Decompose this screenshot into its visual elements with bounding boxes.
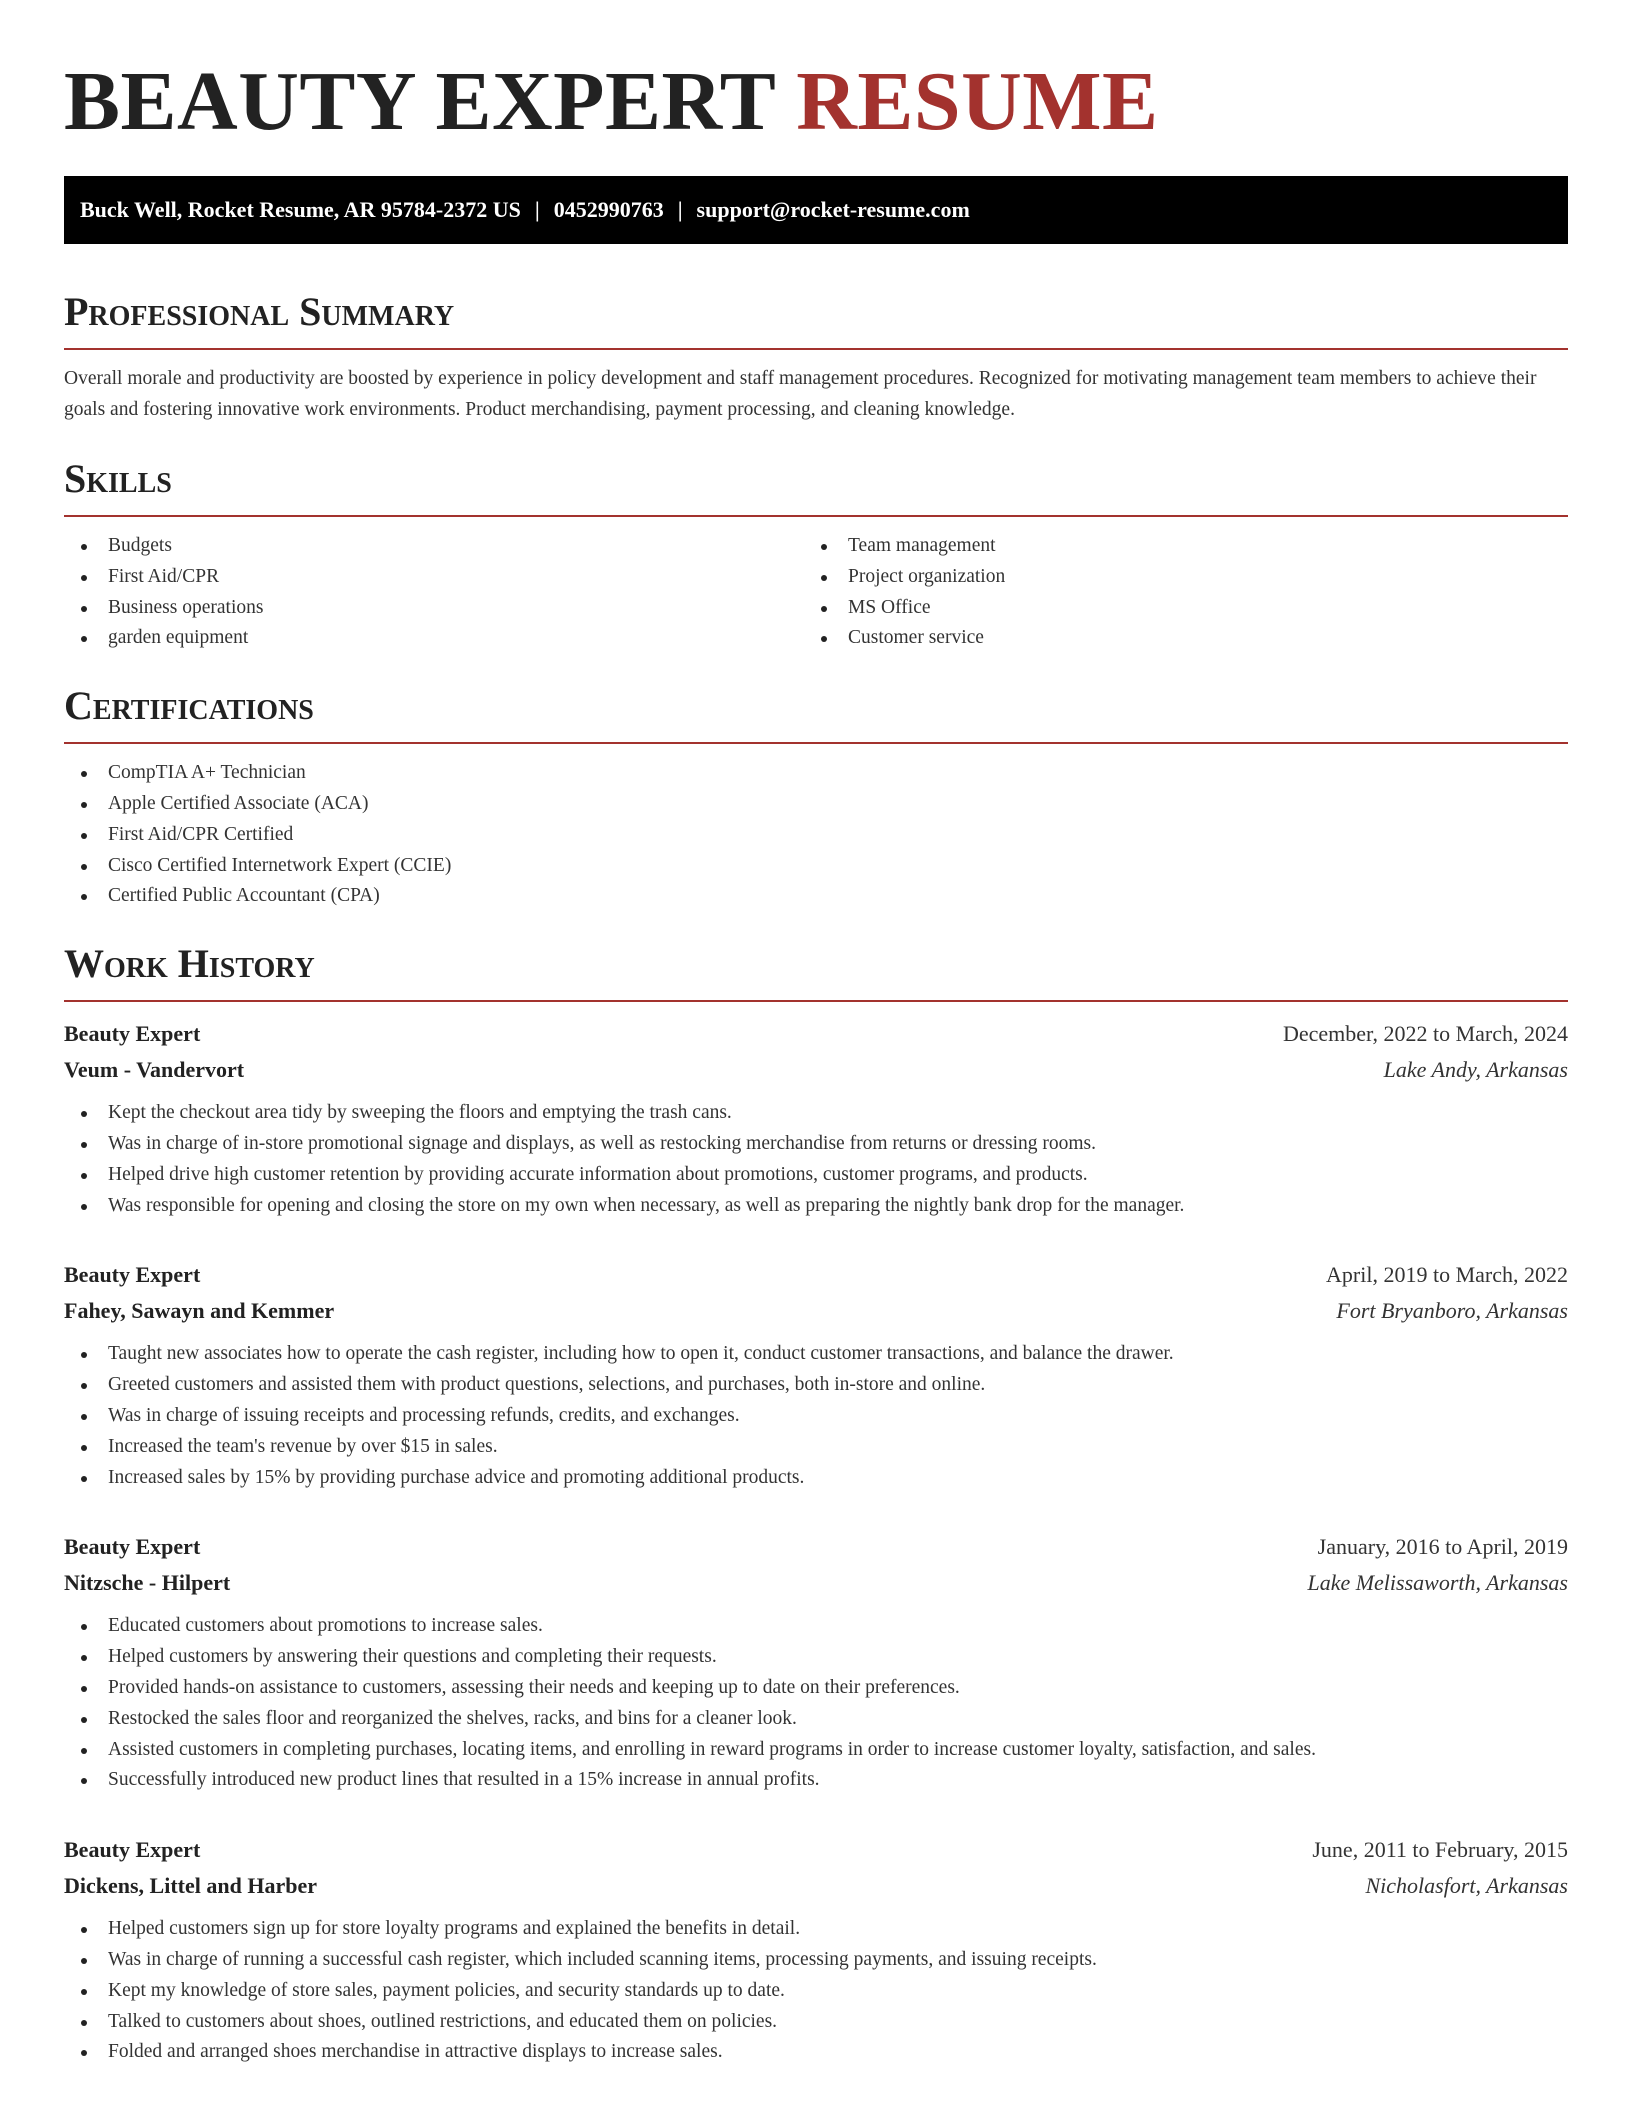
job-location: Fort Bryanboro, Arkansas	[1336, 1298, 1568, 1324]
job-duty-item: Was in charge of issuing receipts and processing refunds, credits, and exchanges.	[64, 1401, 1568, 1432]
skill-item: Team management	[804, 531, 1544, 562]
certification-item: Apple Certified Associate (ACA)	[64, 789, 1568, 820]
job-duty-item: Assisted customers in completing purchases, locating items, and enrolling in reward programs in order to increase customer loyalty, satisfaction, and sales.	[64, 1735, 1568, 1766]
contact-bar	[64, 176, 1568, 244]
contact-separator: |	[677, 197, 683, 222]
job-duty-item: Successfully introduced new product lines that resulted in a 15% increase in annual profits.	[64, 1765, 1568, 1796]
job-location: Lake Melissaworth, Arkansas	[1307, 1570, 1568, 1596]
work-history-heading: Work History	[64, 940, 1568, 1002]
title-main: BEAUTY EXPERT	[64, 55, 775, 148]
job-duty-item: Talked to customers about shoes, outlined restrictions, and educated them on policies.	[64, 2007, 1568, 2038]
skill-item: Customer service	[804, 623, 1544, 654]
job-title: Beauty Expert	[64, 1262, 201, 1288]
job-location: Lake Andy, Arkansas	[1383, 1057, 1568, 1083]
job-company: Veum - Vandervort	[64, 1057, 245, 1083]
job-duties-list	[64, 1339, 1568, 1493]
job-duties-list	[64, 1914, 1568, 2068]
job-company-row	[64, 1052, 1568, 1088]
skill-item: MS Office	[804, 593, 1544, 624]
certification-item: CompTIA A+ Technician	[64, 758, 1568, 789]
skills-list-left	[64, 531, 804, 654]
summary-text: Overall morale and productivity are boosted by experience in policy development and staff management procedures. Recognized for motivating management team members to achieve their goals and fostering innovative work environments. Product merchandising, payment processing, and cleaning knowledge.	[64, 368, 1537, 420]
job-duty-item: Educated customers about promotions to increase sales.	[64, 1611, 1568, 1642]
job-location: Nicholasfort, Arkansas	[1365, 1873, 1568, 1899]
job-dates: January, 2016 to April, 2019	[1317, 1534, 1568, 1560]
job-duty-item: Helped customers sign up for store loyalty programs and explained the benefits in detail.	[64, 1914, 1568, 1945]
job-duty-item: Folded and arranged shoes merchandise in attractive displays to increase sales.	[64, 2037, 1568, 2068]
skills-column-left	[64, 531, 804, 654]
job-duty-item: Helped customers by answering their questions and completing their requests.	[64, 1642, 1568, 1673]
certification-item: Certified Public Accountant (CPA)	[64, 881, 1568, 912]
job-title: Beauty Expert	[64, 1021, 201, 1047]
certification-item: Cisco Certified Internetwork Expert (CCIE)	[64, 851, 1568, 882]
job-header-row	[64, 1832, 1568, 1868]
job-company-row	[64, 1565, 1568, 1601]
contact-phone: 0452990763	[553, 197, 664, 222]
job-entry	[64, 1832, 1568, 2068]
job-duties-list	[64, 1611, 1568, 1796]
job-entry	[64, 1257, 1568, 1493]
skill-item: First Aid/CPR	[64, 562, 804, 593]
job-duty-item: Increased sales by 15% by providing purchase advice and promoting additional products.	[64, 1463, 1568, 1494]
job-dates: June, 2011 to February, 2015	[1312, 1837, 1568, 1863]
job-duties-list	[64, 1098, 1568, 1221]
summary-heading: Professional Summary	[64, 288, 1568, 350]
resume-title	[64, 0, 1568, 146]
job-company: Nitzsche - Hilpert	[64, 1570, 231, 1596]
skill-item: Business operations	[64, 593, 804, 624]
job-duty-item: Was responsible for opening and closing the store on my own when necessary, as well as preparing the nightly bank drop for the manager.	[64, 1191, 1568, 1222]
job-company-row	[64, 1293, 1568, 1329]
skill-item: Budgets	[64, 531, 804, 562]
job-entry	[64, 1529, 1568, 1796]
skills-heading: Skills	[64, 455, 1568, 517]
job-duty-item: Increased the team's revenue by over $15 in sales.	[64, 1432, 1568, 1463]
job-header-row	[64, 1529, 1568, 1565]
certifications-list	[64, 758, 1568, 912]
resume-content	[64, 0, 1568, 2068]
job-title: Beauty Expert	[64, 1837, 201, 1863]
job-duty-item: Provided hands-on assistance to customers, assessing their needs and keeping up to date on their preferences.	[64, 1673, 1568, 1704]
certification-item: First Aid/CPR Certified	[64, 820, 1568, 851]
skills-column-right	[804, 531, 1544, 654]
certifications-heading: Certifications	[64, 682, 1568, 744]
skills-list-right	[804, 531, 1544, 654]
job-company: Dickens, Littel and Harber	[64, 1873, 317, 1899]
job-duty-item: Greeted customers and assisted them with product questions, selections, and purchases, both in-store and online.	[64, 1370, 1568, 1401]
skills-grid	[64, 531, 1568, 654]
job-duty-item: Kept my knowledge of store sales, payment policies, and security standards up to date.	[64, 1976, 1568, 2007]
job-duty-item: Was in charge of in-store promotional signage and displays, as well as restocking merchandise from returns or dressing rooms.	[64, 1129, 1568, 1160]
job-company: Fahey, Sawayn and Kemmer	[64, 1298, 335, 1324]
job-header-row	[64, 1016, 1568, 1052]
skill-item: garden equipment	[64, 623, 804, 654]
job-company-row	[64, 1868, 1568, 1904]
skill-item: Project organization	[804, 562, 1544, 593]
job-duty-item: Was in charge of running a successful cash register, which included scanning items, processing payments, and issuing receipts.	[64, 1945, 1568, 1976]
job-duty-item: Kept the checkout area tidy by sweeping the floors and emptying the trash cans.	[64, 1098, 1568, 1129]
job-duty-item: Taught new associates how to operate the cash register, including how to open it, conduct customer transactions, and balance the drawer.	[64, 1339, 1568, 1370]
contact-address: Buck Well, Rocket Resume, AR 95784-2372 US	[80, 197, 521, 222]
title-accent: RESUME	[796, 55, 1159, 148]
contact-separator: |	[534, 197, 540, 222]
contact-email: support@rocket-resume.com	[696, 197, 970, 222]
job-dates: April, 2019 to March, 2022	[1326, 1262, 1568, 1288]
job-title: Beauty Expert	[64, 1534, 201, 1560]
job-header-row	[64, 1257, 1568, 1293]
job-entry	[64, 1016, 1568, 1221]
job-dates: December, 2022 to March, 2024	[1282, 1021, 1568, 1047]
job-duty-item: Restocked the sales floor and reorganized the shelves, racks, and bins for a cleaner look.	[64, 1704, 1568, 1735]
job-duty-item: Helped drive high customer retention by providing accurate information about promotions, customer programs, and products.	[64, 1160, 1568, 1191]
